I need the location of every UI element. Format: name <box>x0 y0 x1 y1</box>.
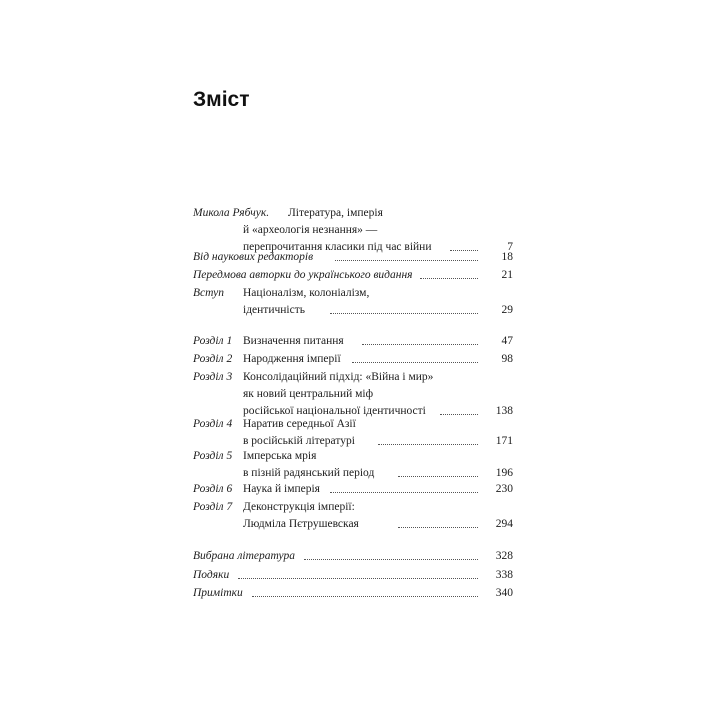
toc-page-number: 294 <box>495 518 513 530</box>
toc-entry-text: Визначення питання <box>243 335 344 347</box>
toc-entry-text: й «археологія незнання» — <box>243 224 378 236</box>
toc-leader-dots <box>352 362 478 363</box>
toc-entry-text: Передмова авторки до українського видання <box>193 269 413 281</box>
toc-entry-label: Розділ 6 <box>193 483 233 495</box>
toc-entry-text: як новий центральний міф <box>243 388 374 400</box>
toc-entry-label: Вступ <box>193 287 225 299</box>
toc-page-number: 338 <box>495 569 513 581</box>
toc-page-number: 340 <box>495 587 513 599</box>
toc-entry-label: Розділ 2 <box>193 353 233 365</box>
toc-leader-dots <box>398 527 478 528</box>
toc-entry-text: російської національної ідентичності <box>243 405 426 417</box>
toc-leader-dots <box>420 278 478 279</box>
page-title: Зміст <box>193 88 250 111</box>
toc-entry-text: Примітки <box>193 587 243 599</box>
toc-leader-dots <box>362 344 478 345</box>
toc-entry-label: Розділ 1 <box>193 335 233 347</box>
toc-entry-text: в пізній радянський період <box>243 467 375 479</box>
toc-page-number: 21 <box>501 269 513 281</box>
toc-entry-text: Консолідаційний підхід: «Війна і мир» <box>243 371 434 383</box>
toc-leader-dots <box>378 444 478 445</box>
toc-entry-text: Наука й імперія <box>243 483 320 495</box>
toc-entry-author: Микола Рябчук. <box>193 207 270 219</box>
toc-page-number: 29 <box>501 304 513 316</box>
toc-page-number: 196 <box>495 467 513 479</box>
toc-entry-text: в російській літературі <box>243 435 355 447</box>
toc-entry-label: Розділ 4 <box>193 418 233 430</box>
toc-entry-text: Людміла Пєтрушевская <box>243 518 359 530</box>
toc-entry-label: Розділ 5 <box>193 450 233 462</box>
toc-entry-text: Націоналізм, колоніалізм, <box>243 287 370 299</box>
toc-leader-dots <box>398 476 478 477</box>
toc-page-number: 230 <box>495 483 513 495</box>
toc-entry-text: Імперська мрія <box>243 450 317 462</box>
toc-entry-text: Народження імперії <box>243 353 341 365</box>
toc-entry-text: Від наукових редакторів <box>193 251 314 263</box>
toc-leader-dots <box>238 578 478 579</box>
toc-entry-text: перепрочитання класики під час війни <box>243 241 432 253</box>
toc-leader-dots <box>335 260 478 261</box>
toc-leader-dots <box>252 596 478 597</box>
toc-page-number: 98 <box>501 353 513 365</box>
toc-entry-text: Подяки <box>193 569 230 581</box>
toc-entry-text: Наратив середньої Азії <box>243 418 356 430</box>
toc-page-number: 328 <box>495 550 513 562</box>
toc-entry-text: Деконструкція імперії: <box>243 501 355 513</box>
toc-leader-dots <box>304 559 478 560</box>
toc-entry-text: Вибрана література <box>193 550 295 562</box>
toc-page-number: 171 <box>495 435 513 447</box>
toc-page-number: 138 <box>495 405 513 417</box>
toc-entry-label: Розділ 7 <box>193 501 233 513</box>
toc-entry-label: Розділ 3 <box>193 371 233 383</box>
toc-leader-dots <box>330 313 478 314</box>
toc-entry-text: ідентичність <box>243 304 305 316</box>
toc-leader-dots <box>330 492 478 493</box>
toc-page-number: 47 <box>501 335 513 347</box>
toc-page-number: 18 <box>501 251 513 263</box>
toc-entry-text: Література, імперія <box>288 207 383 219</box>
toc-page-number: 7 <box>507 241 513 253</box>
toc-leader-dots <box>440 414 478 415</box>
